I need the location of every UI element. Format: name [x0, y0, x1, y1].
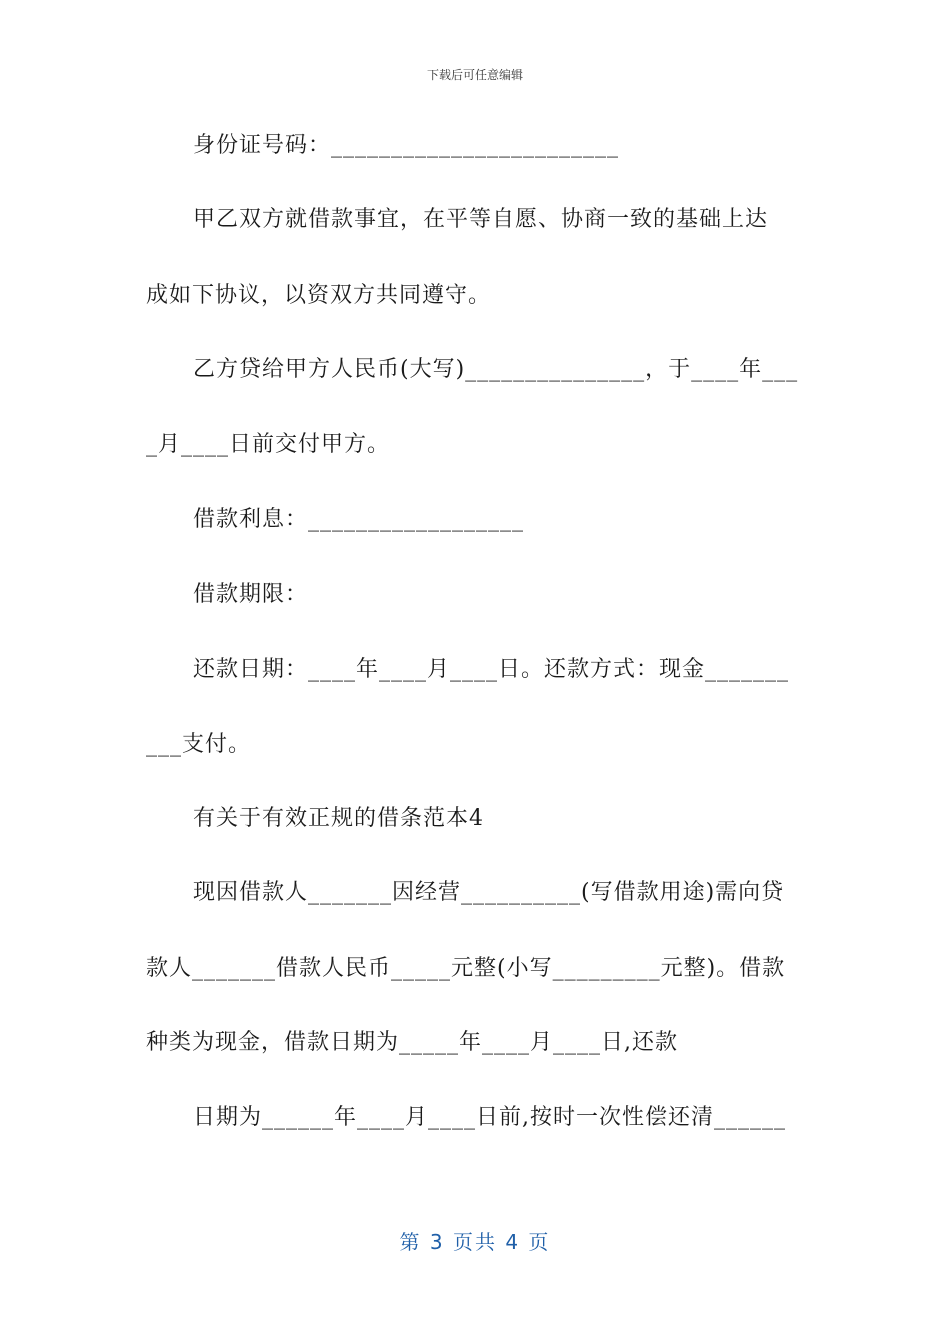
- paragraph-line: 日期为______年____月____日前,按时一次性偿还清______: [193, 1105, 786, 1130]
- paragraph-line: 款人_______借款人民币_____元整(小写_________元整)。借款: [146, 956, 786, 981]
- header-note: 下载后可任意编辑: [426, 68, 523, 82]
- paragraph-line: 成如下协议，以资双方共同遵守。: [146, 283, 492, 308]
- section-heading: 有关于有效正规的借条范本4: [193, 806, 484, 831]
- paragraph-line: 还款日期：____年____月____日。还款方式：现金_______: [193, 657, 790, 682]
- paragraph-line: 种类为现金，借款日期为_____年____月____日,还款: [146, 1030, 678, 1055]
- paragraph-line: ___支付。: [146, 732, 252, 757]
- paragraph-line: 身份证号码：________________________: [193, 133, 620, 158]
- paragraph-line: _月____日前交付甲方。: [146, 432, 391, 457]
- paragraph-line: 甲乙双方就借款事宜，在平等自愿、协商一致的基础上达: [193, 207, 769, 232]
- paragraph-line: 借款期限：: [193, 582, 309, 607]
- paragraph-line: 现因借款人_______因经营__________(写借款用途)需向贷: [193, 880, 785, 905]
- paragraph-line: 乙方贷给甲方人民币(大写)_______________，于____年___: [193, 357, 799, 382]
- paragraph-line: 借款利息：__________________: [193, 507, 525, 532]
- page-number: 第 3 页共 4 页: [399, 1230, 551, 1254]
